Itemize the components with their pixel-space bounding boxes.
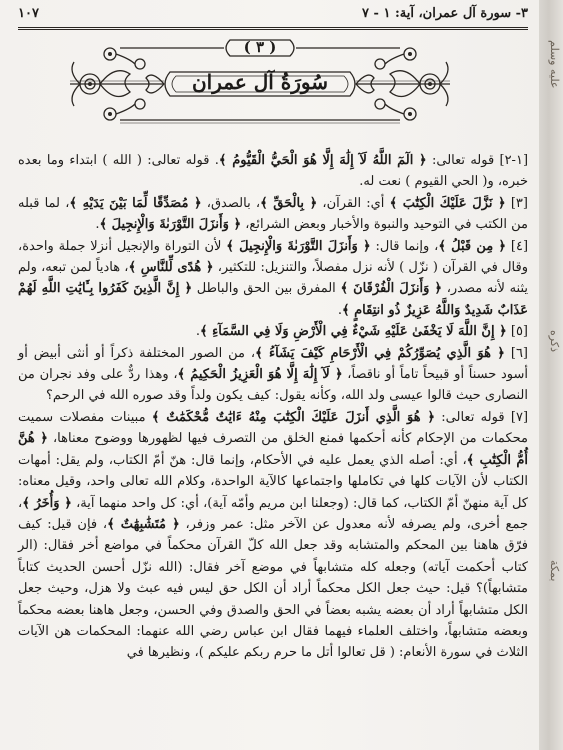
quran-verse-quote: ﴿ وَأَنزَلَ التَّوْرَىٰةَ وَالْإِنجِيلَ ﴾ — [99, 217, 242, 233]
commentary-text: [٦] — [504, 345, 528, 361]
quran-verse-quote: ﴿ نَزَّلَ عَلَيْكَ الْكِتَٰبَ ﴾ — [389, 195, 506, 211]
facing-page-gutter — [539, 0, 563, 750]
commentary-text: ، أي: أصله الذي يعمل عليه في الأحكام، وإنما قال: هنّ أمّ الكتاب، ولم يقل: أمهات الكتاب لأن الآيات كلها في تكاملها واجتماعها كالآية الواحدة، وكلام الله تعالى واحد، وقيل معناه: كل آية منهنّ أمّ الكتاب، كما قال: (وجعلنا ابن مريم وأمّه آية)، أي: كل واحد منهما آية، — [18, 452, 528, 511]
quran-verse-quote: ﴿ مُتَشَٰبِهَٰتٌ ﴾ — [107, 516, 180, 532]
quran-verse-quote: ﴿ مِن قَبْلُ ﴾ — [438, 238, 507, 254]
page-number: ١٠٧ — [18, 6, 39, 21]
commentary-text: ، من الصور المختلفة ذكراً أو أنثى أبيض أو أسود حسناً أو قبيحاً تاماً أو ناقصاً، — [18, 345, 529, 383]
tafsir-body-text — [18, 150, 528, 664]
quran-verse-quote: ﴿ مُصَدِّقًا لِّمَا بَيْنَ يَدَيْهِ ﴾ — [69, 195, 202, 211]
commentary-text: . — [195, 324, 200, 340]
tafsir-paragraph — [18, 407, 528, 664]
page-header — [18, 6, 528, 26]
tafsir-paragraph — [18, 236, 528, 322]
running-title: ٣- سورة آل عمران، آية: ١ - ٧ — [362, 6, 528, 21]
commentary-text: ، بالصدق، — [201, 195, 261, 211]
quran-verse-quote: ﴿ الٓمٓ اللَّهُ لَآ إِلَٰهَ إِلَّا هُوَ الْحَيُّ الْقَيُّومُ ﴾ — [218, 153, 427, 168]
commentary-text: [٤] — [506, 238, 529, 254]
quran-verse-quote: ﴿ هُنَّ أُمُّ الْكِتَٰبِ ﴾ — [18, 431, 528, 468]
commentary-text: ، هادياً لمن تبعه، ولم يثنه لأنه مصدر، — [18, 260, 528, 297]
surah-number: ( ٣ ) — [243, 38, 277, 56]
quran-verse-quote: ﴿ وَأُخَرُ ﴾ — [22, 495, 72, 511]
commentary-text: . قوله تعالى: ( الله ) ابتداء وما بعده خبره، و( الحي القيوم ) نعت له. — [18, 153, 528, 190]
commentary-text: ، فإن قيل: كيف فرّق هاهنا بين المحكم والمتشابه وقد جعل الله كلّ القرآن محكماً في مواضع أخر فقال: (الر كتاب أحكمت آياته) وجعله كله متشابهاً في موضع آخر فقال: (الله نزّل أحسن الحديث كتاباً متشابهاً)؟ قيل: حيث جعل الكل محكماً أراد أن الكل حق ليس فيه عبث ولا هزل، وحيث جعل الكل متشابهاً أراد أن بعضه يشبه بعضاً في الحق والصدق وفي الحسن، وجعل هاهنا بعضه محكماً وبعضه متشابهاً، واختلف العلماء فيهما فقال ابن عباس رضي الله عنهما: المحكمات هن الآيات الثلاث في سورة الأنعام: ( قل تعالوا أتل ما حرم ربكم عليكم )، ونظيرها في — [18, 516, 528, 661]
quran-verse-quote: ﴿ لَآ إِلَٰهَ إِلَّا هُوَ الْعَزِيزُ الْحَكِيمُ ﴾ — [177, 367, 343, 383]
commentary-text: مبينات مفصلات سميت محكمات من الإحكام كأنه أحكمها فمنع الخلق من التصرف فيها لظهورها ووضوح معناها، — [18, 409, 528, 447]
quran-verse-quote: ﴿ هُوَ الَّذِي أَنزَلَ عَلَيْكَ الْكِتَٰبَ مِنْهُ ءَايَٰتٌ مُّحْكَمَٰتٌ ﴾ — [151, 409, 435, 425]
commentary-text: ، لما قبله من الكتب في التوحيد والنبوة والأخبار وبعض الشرائع، — [18, 195, 528, 233]
quran-verse-quote: ﴿ بِالْحَقِّ ﴾ — [260, 195, 318, 211]
commentary-text: لأن التوراة والإنجيل أنزلا جملة واحدة، وقال في القرآن ( نزّل ) لأنه نزل مفصلاً، والتنزيل: للتكثير، — [18, 238, 529, 276]
commentary-text: أي: القرآن، — [317, 195, 390, 211]
tafsir-paragraph — [18, 193, 528, 236]
commentary-text: . — [337, 302, 342, 318]
quran-verse-quote: ﴿ هُدًى لِّلنَّاسِ ﴾ — [128, 260, 214, 276]
quran-verse-quote: ﴿ إِنَّ الَّذِينَ كَفَرُوا بِـَٔايَٰتِ اللَّهِ لَهُمْ عَذَابٌ شَدِيدٌ وَاللَّهُ عَزِيزٌ ذُو انتِقَامٍ ﴾ — [18, 281, 528, 318]
quran-verse-quote: ﴿ وَأَنزَلَ التَّوْرَىٰةَ وَالْإِنجِيلَ ﴾ — [226, 238, 371, 254]
commentary-text: [٥] — [506, 324, 528, 340]
commentary-text: المفرق بين الحق والباطل — [192, 281, 341, 297]
quran-verse-quote: ﴿ هُوَ الَّذِي يُصَوِّرُكُمْ فِي الْأَرْحَامِ كَيْفَ يَشَآءُ ﴾ — [255, 345, 505, 361]
commentary-text: . — [95, 217, 100, 233]
gutter-fragment: عليه وسلم — [548, 40, 561, 89]
gutter-fragment: بمكة — [548, 560, 561, 582]
commentary-text: ، جمع أخرى، ولم يصرفه لأنه معدول عن الآخر مثل: عمر وزفر، — [18, 495, 529, 532]
commentary-text: [٧] قوله تعالى: — [434, 409, 529, 425]
surah-title: سُورَةُ آل عمران — [191, 70, 328, 94]
quran-verse-quote: ﴿ وَأَنزَلَ الْفُرْقَانَ ﴾ — [340, 281, 443, 297]
commentary-text: [١-٢] قوله تعالى: — [426, 153, 529, 168]
header-rule-double — [18, 29, 528, 30]
header-rule — [18, 27, 528, 28]
quran-verse-quote: ﴿ إِنَّ اللَّهَ لَا يَخْفَىٰ عَلَيْهِ شَيْءٌ فِي الْأَرْضِ وَلَا فِي السَّمَآءِ ﴾ — [199, 324, 507, 340]
commentary-text: ، وإنما قال: — [370, 238, 439, 254]
tafsir-paragraph — [18, 321, 528, 342]
commentary-text: ، وهذا ردٌّ على وفد نجران من النصارى حيث قالوا عيسى ولد الله، وكأنه يقول: كيف يكون ولداً وقد صوره الله في الرحم؟ — [18, 367, 528, 404]
gutter-fragment: ذكره — [548, 330, 561, 352]
tafsir-paragraph — [18, 150, 528, 193]
tafsir-paragraph — [18, 343, 528, 407]
commentary-text: [٣] — [505, 195, 528, 211]
